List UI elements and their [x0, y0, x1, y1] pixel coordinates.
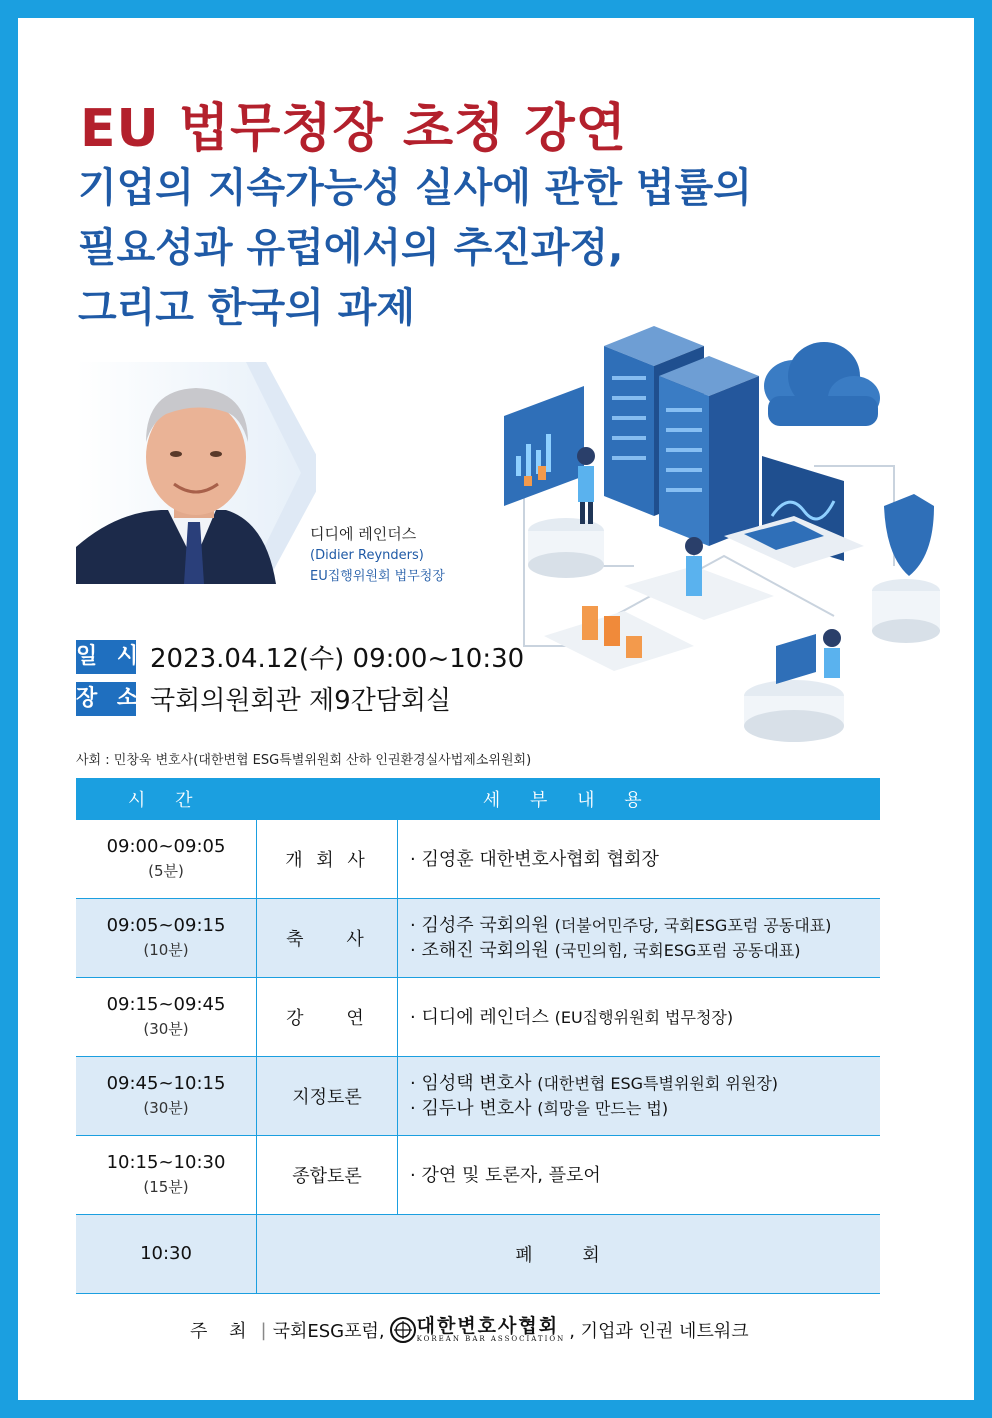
detail-line: · 김두나 변호사: [410, 1098, 538, 1119]
session-details: [398, 820, 881, 899]
duration: (10분): [143, 941, 189, 959]
session-details: [398, 899, 881, 978]
speaker-name: 디디에 레인더스: [310, 525, 417, 543]
speaker-name-en: (Didier Reynders): [310, 548, 424, 563]
time-cell: [76, 1057, 257, 1136]
table-row: [76, 1057, 880, 1136]
organizer-network: , 기업과 인권 네트워크: [569, 1321, 749, 1342]
time-range: 09:05~09:15: [106, 915, 226, 936]
session-type: 지정토론: [257, 1057, 398, 1136]
time-range: 10:15~10:30: [106, 1152, 226, 1173]
session-type: 종합토론: [257, 1136, 398, 1215]
header-time: 시 간: [76, 778, 257, 820]
time-range: 09:45~10:15: [106, 1073, 226, 1094]
place-label: 장 소: [76, 682, 136, 716]
place-row: [76, 680, 451, 717]
place-value: 국회의원회관 제9간담회실: [150, 686, 452, 716]
table-row: [76, 1136, 880, 1215]
table-row: [76, 899, 880, 978]
kba-name-ko: 대한변호사협회: [416, 1315, 560, 1337]
header-details: 세 부 내 용: [257, 778, 881, 820]
detail-line: · 김성주 국회의원: [410, 915, 555, 936]
session-details: [398, 1057, 881, 1136]
detail-affiliation: (더불어민주당, 국회ESG포럼 공동대표): [554, 916, 832, 935]
duration: (15분): [143, 1178, 189, 1196]
duration: (5분): [148, 862, 184, 880]
kba-seal-icon: [389, 1316, 417, 1344]
table-header: [76, 778, 880, 820]
date-label: 일 시: [76, 640, 136, 674]
session-details: [398, 978, 881, 1057]
organizer-label: 주 최: [190, 1321, 255, 1342]
poster-subtitle: [78, 158, 752, 338]
detail-line: · 임성택 변호사: [410, 1073, 538, 1094]
closing-label: 폐 회: [257, 1215, 881, 1294]
organizers: [190, 1316, 749, 1344]
time-cell: [76, 899, 257, 978]
duration: (30분): [143, 1099, 189, 1117]
kba-name-en: KOREAN BAR ASSOCIATION: [416, 1335, 566, 1343]
speaker-photo: [76, 362, 316, 584]
duration: (30분): [143, 1020, 189, 1038]
datacenter-illustration: [494, 316, 940, 746]
detail-line: · 디디에 레인더스: [410, 1006, 555, 1028]
organizer-esg-forum: 국회ESG포럼,: [272, 1321, 385, 1342]
detail-affiliation: (대한변협 ESG특별위원회 위원장): [537, 1074, 779, 1093]
kba-logo: [389, 1316, 566, 1344]
schedule-table: [76, 778, 880, 1294]
subtitle-line: 필요성과 유럽에서의 추진과정,: [78, 225, 624, 271]
time-cell: [76, 1215, 257, 1294]
time-cell: [76, 820, 257, 899]
detail-line: · 강연 및 토론자, 플로어: [410, 1164, 601, 1186]
table-row: [76, 978, 880, 1057]
speaker-role: EU집행위원회 법무청장: [310, 569, 445, 584]
speaker-caption: [310, 524, 445, 587]
table-row: [76, 1215, 880, 1294]
poster-title: EU 법무청장 초청 강연: [80, 99, 627, 159]
detail-affiliation: (희망을 만드는 법): [537, 1099, 669, 1118]
detail-affiliation: (EU집행위원회 법무청장): [554, 1007, 734, 1027]
date-row: [76, 638, 524, 675]
date-value: 2023.04.12(수) 09:00~10:30: [150, 644, 525, 674]
time-cell: [76, 978, 257, 1057]
subtitle-line: 기업의 지속가능성 실사에 관한 법률의: [78, 165, 752, 211]
detail-affiliation: (국민의힘, 국회ESG포럼 공동대표): [554, 941, 801, 960]
session-type: 개 회 사: [257, 820, 398, 899]
time-cell: [76, 1136, 257, 1215]
time-range: 09:15~09:45: [106, 994, 226, 1015]
detail-line: · 김영훈 대한변호사협회 협회장: [410, 848, 659, 870]
organizer-separator: |: [260, 1319, 267, 1341]
time-range: 10:30: [140, 1243, 192, 1264]
session-type: 강 연: [257, 978, 398, 1057]
detail-line: · 조해진 국회의원: [410, 940, 555, 961]
time-range: 09:00~09:05: [106, 836, 226, 857]
table-row: [76, 820, 880, 899]
subtitle-line: 그리고 한국의 과제: [78, 285, 415, 331]
moderator-note: 사회 : 민창욱 변호사(대한변협 ESG특별위원회 산하 인권환경실사법제소위원회): [76, 753, 532, 768]
session-type: 축 사: [257, 899, 398, 978]
session-details: [398, 1136, 881, 1215]
